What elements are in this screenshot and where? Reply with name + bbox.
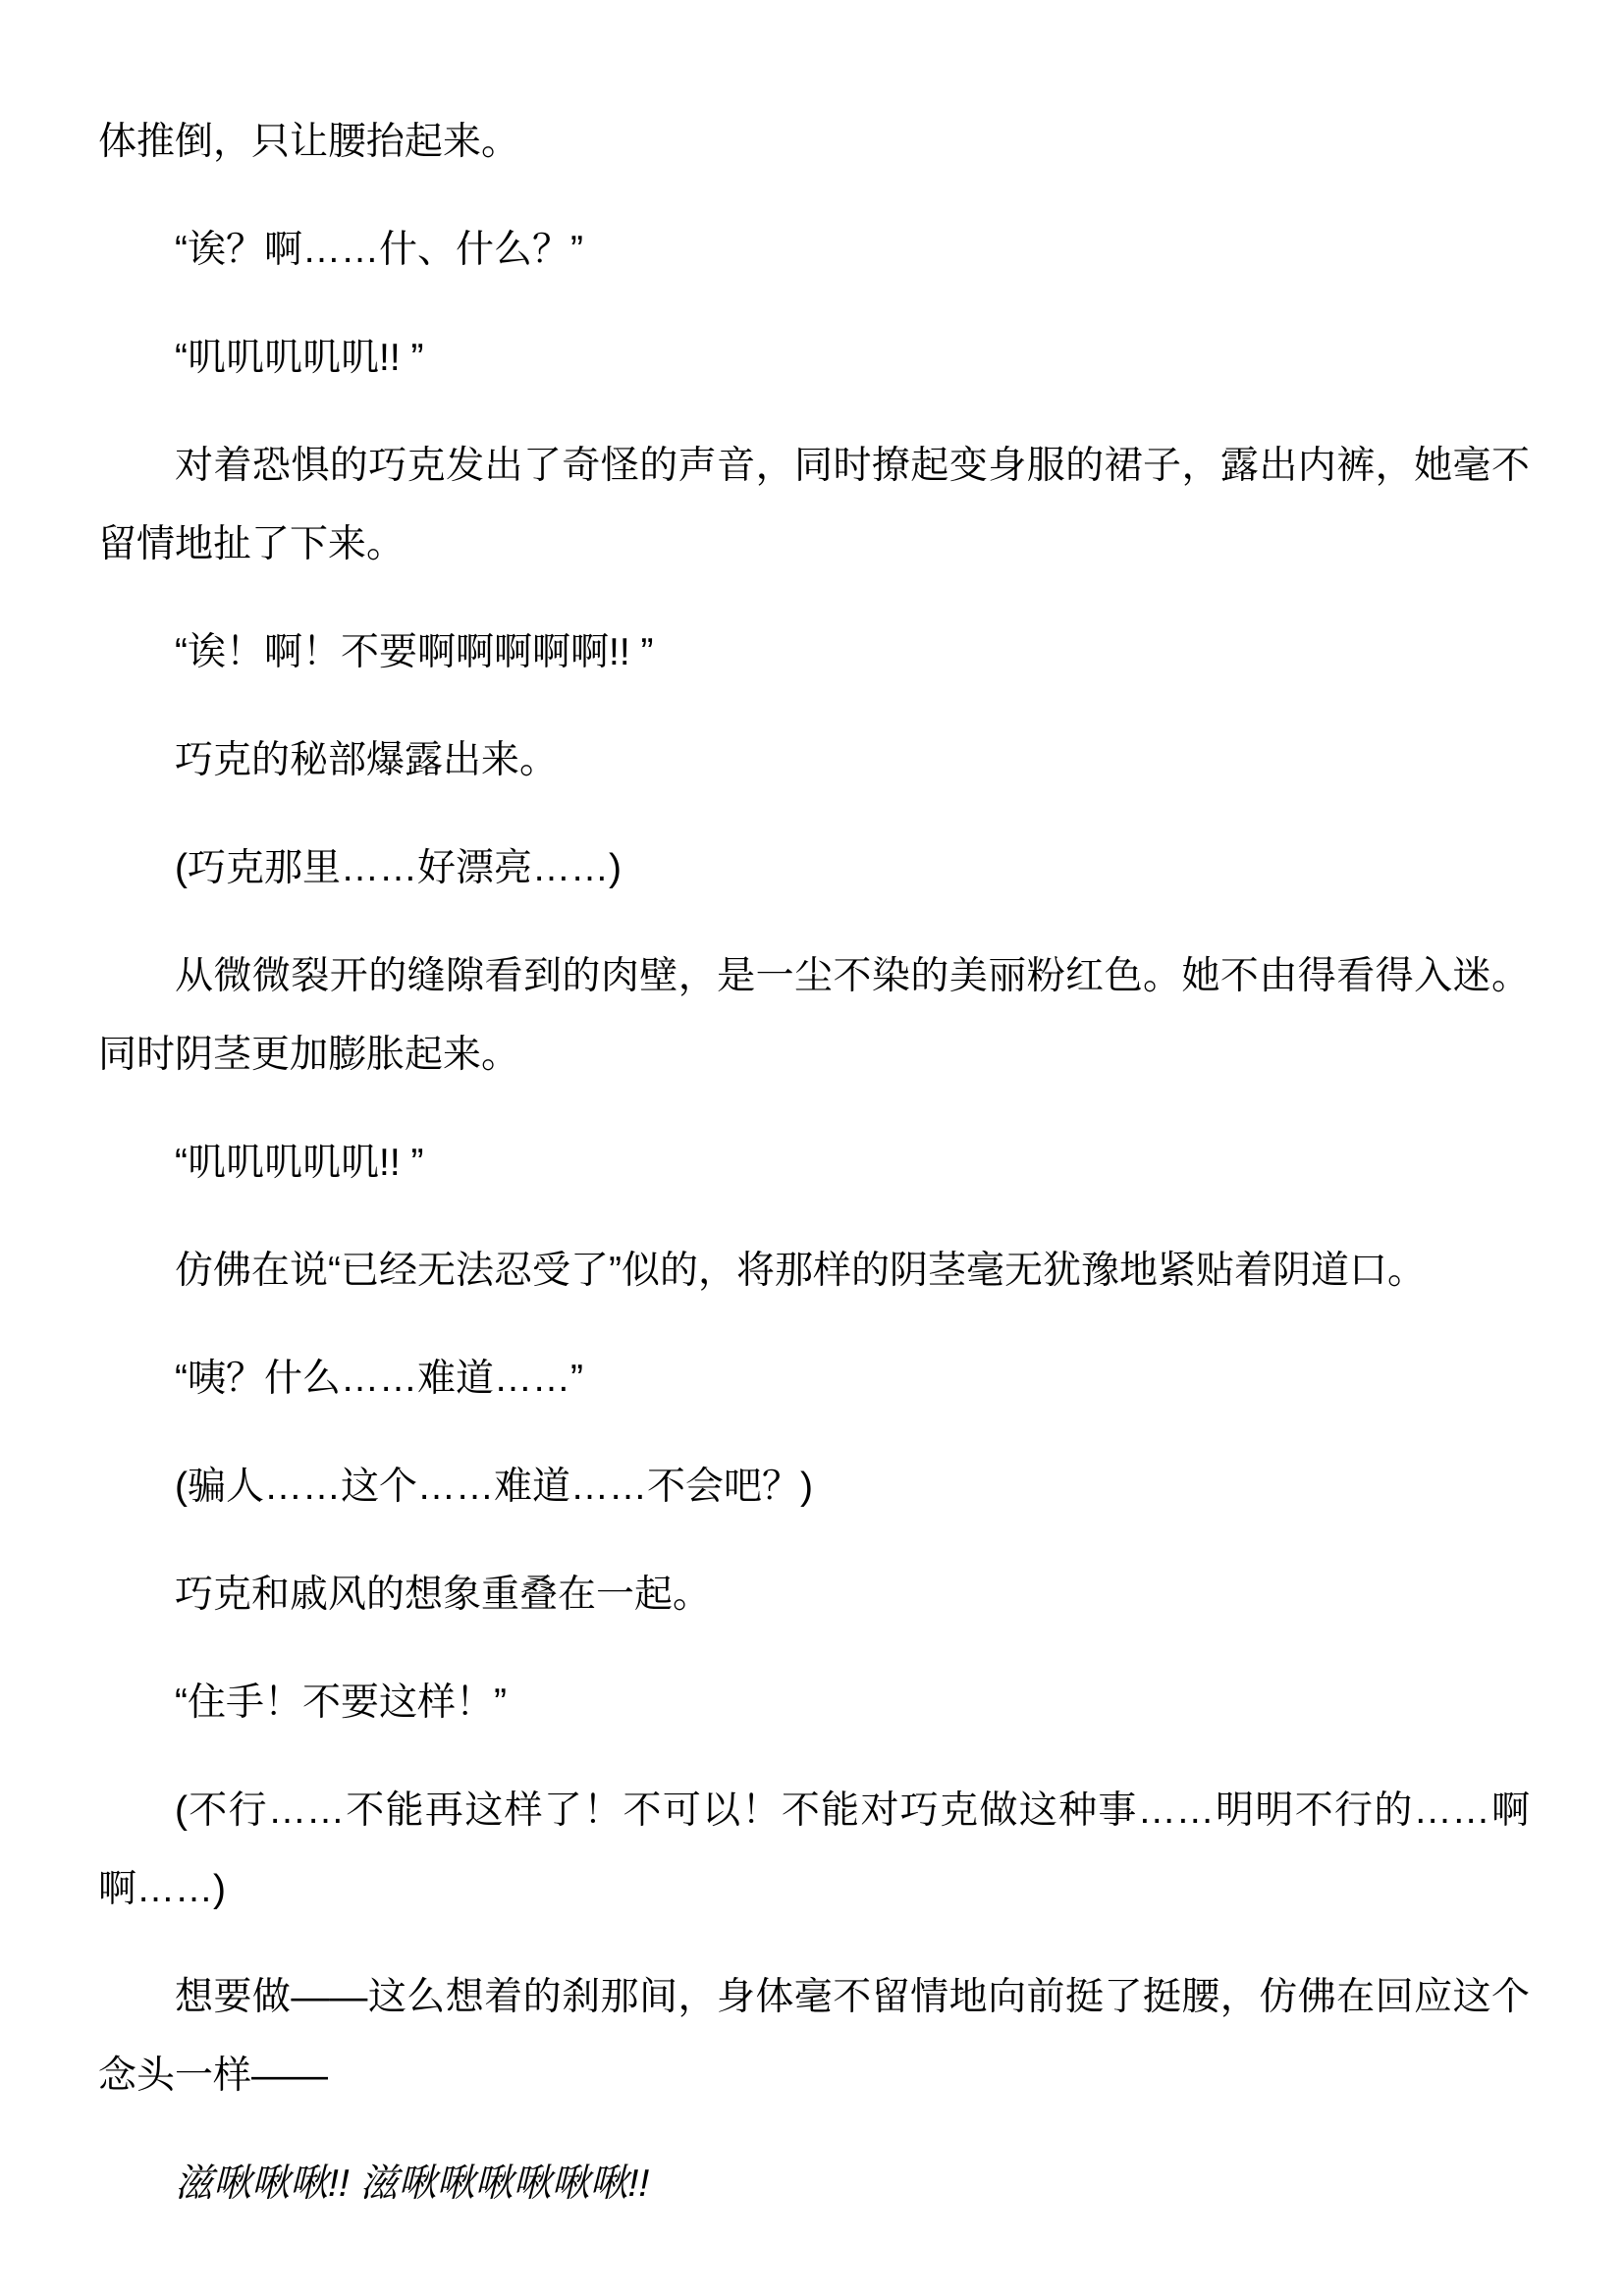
paragraph: 想要做——这么想着的刹那间，身体毫不留情地向前挺了挺腰，仿佛在回应这个念头一样—— (98, 1976, 1530, 2097)
paragraph-dialogue: “咦？什么……难道……” (175, 1358, 583, 1400)
paragraph-dialogue: “诶！啊！不要啊啊啊啊啊!! ” (175, 631, 654, 673)
paragraph-dialogue: “叽叽叽叽叽!! ” (175, 1142, 424, 1184)
paragraph-sound-effect: 滋啾啾啾!! 滋啾啾啾啾啾啾!! (175, 2163, 650, 2205)
paragraph-thought: (不行……不能再这样了！不可以！不能对巧克做这种事……明明不行的……啊啊……) (98, 1789, 1530, 1910)
paragraph: 体推倒，只让腰抬起来。 (98, 121, 520, 163)
paragraph-dialogue: “叽叽叽叽叽!! ” (175, 337, 424, 379)
paragraph: 巧克和戚风的想象重叠在一起。 (175, 1574, 712, 1616)
paragraph-dialogue: “住手！不要这样！” (175, 1682, 507, 1724)
paragraph: 巧克的秘部爆露出来。 (175, 739, 559, 781)
paragraph: 仿佛在说“已经无法忍受了”似的，将那样的阴茎毫无犹豫地紧贴着阴道口。 (175, 1250, 1426, 1292)
paragraph: 对着恐惧的巧克发出了奇怪的声音，同时撩起变身服的裙子，露出内裤，她毫不留情地扯了下来。 (98, 445, 1530, 565)
paragraph-dialogue: “诶？啊……什、什么？” (175, 229, 583, 271)
paragraph-thought: (骗人……这个……难道……不会吧？) (175, 1466, 813, 1508)
paragraph: 从微微裂开的缝隙看到的肉壁，是一尘不染的美丽粉红色。她不由得看得入迷。同时阴茎更加膨胀起来。 (98, 955, 1530, 1076)
paragraph-thought: (巧克那里……好漂亮……) (175, 847, 622, 889)
